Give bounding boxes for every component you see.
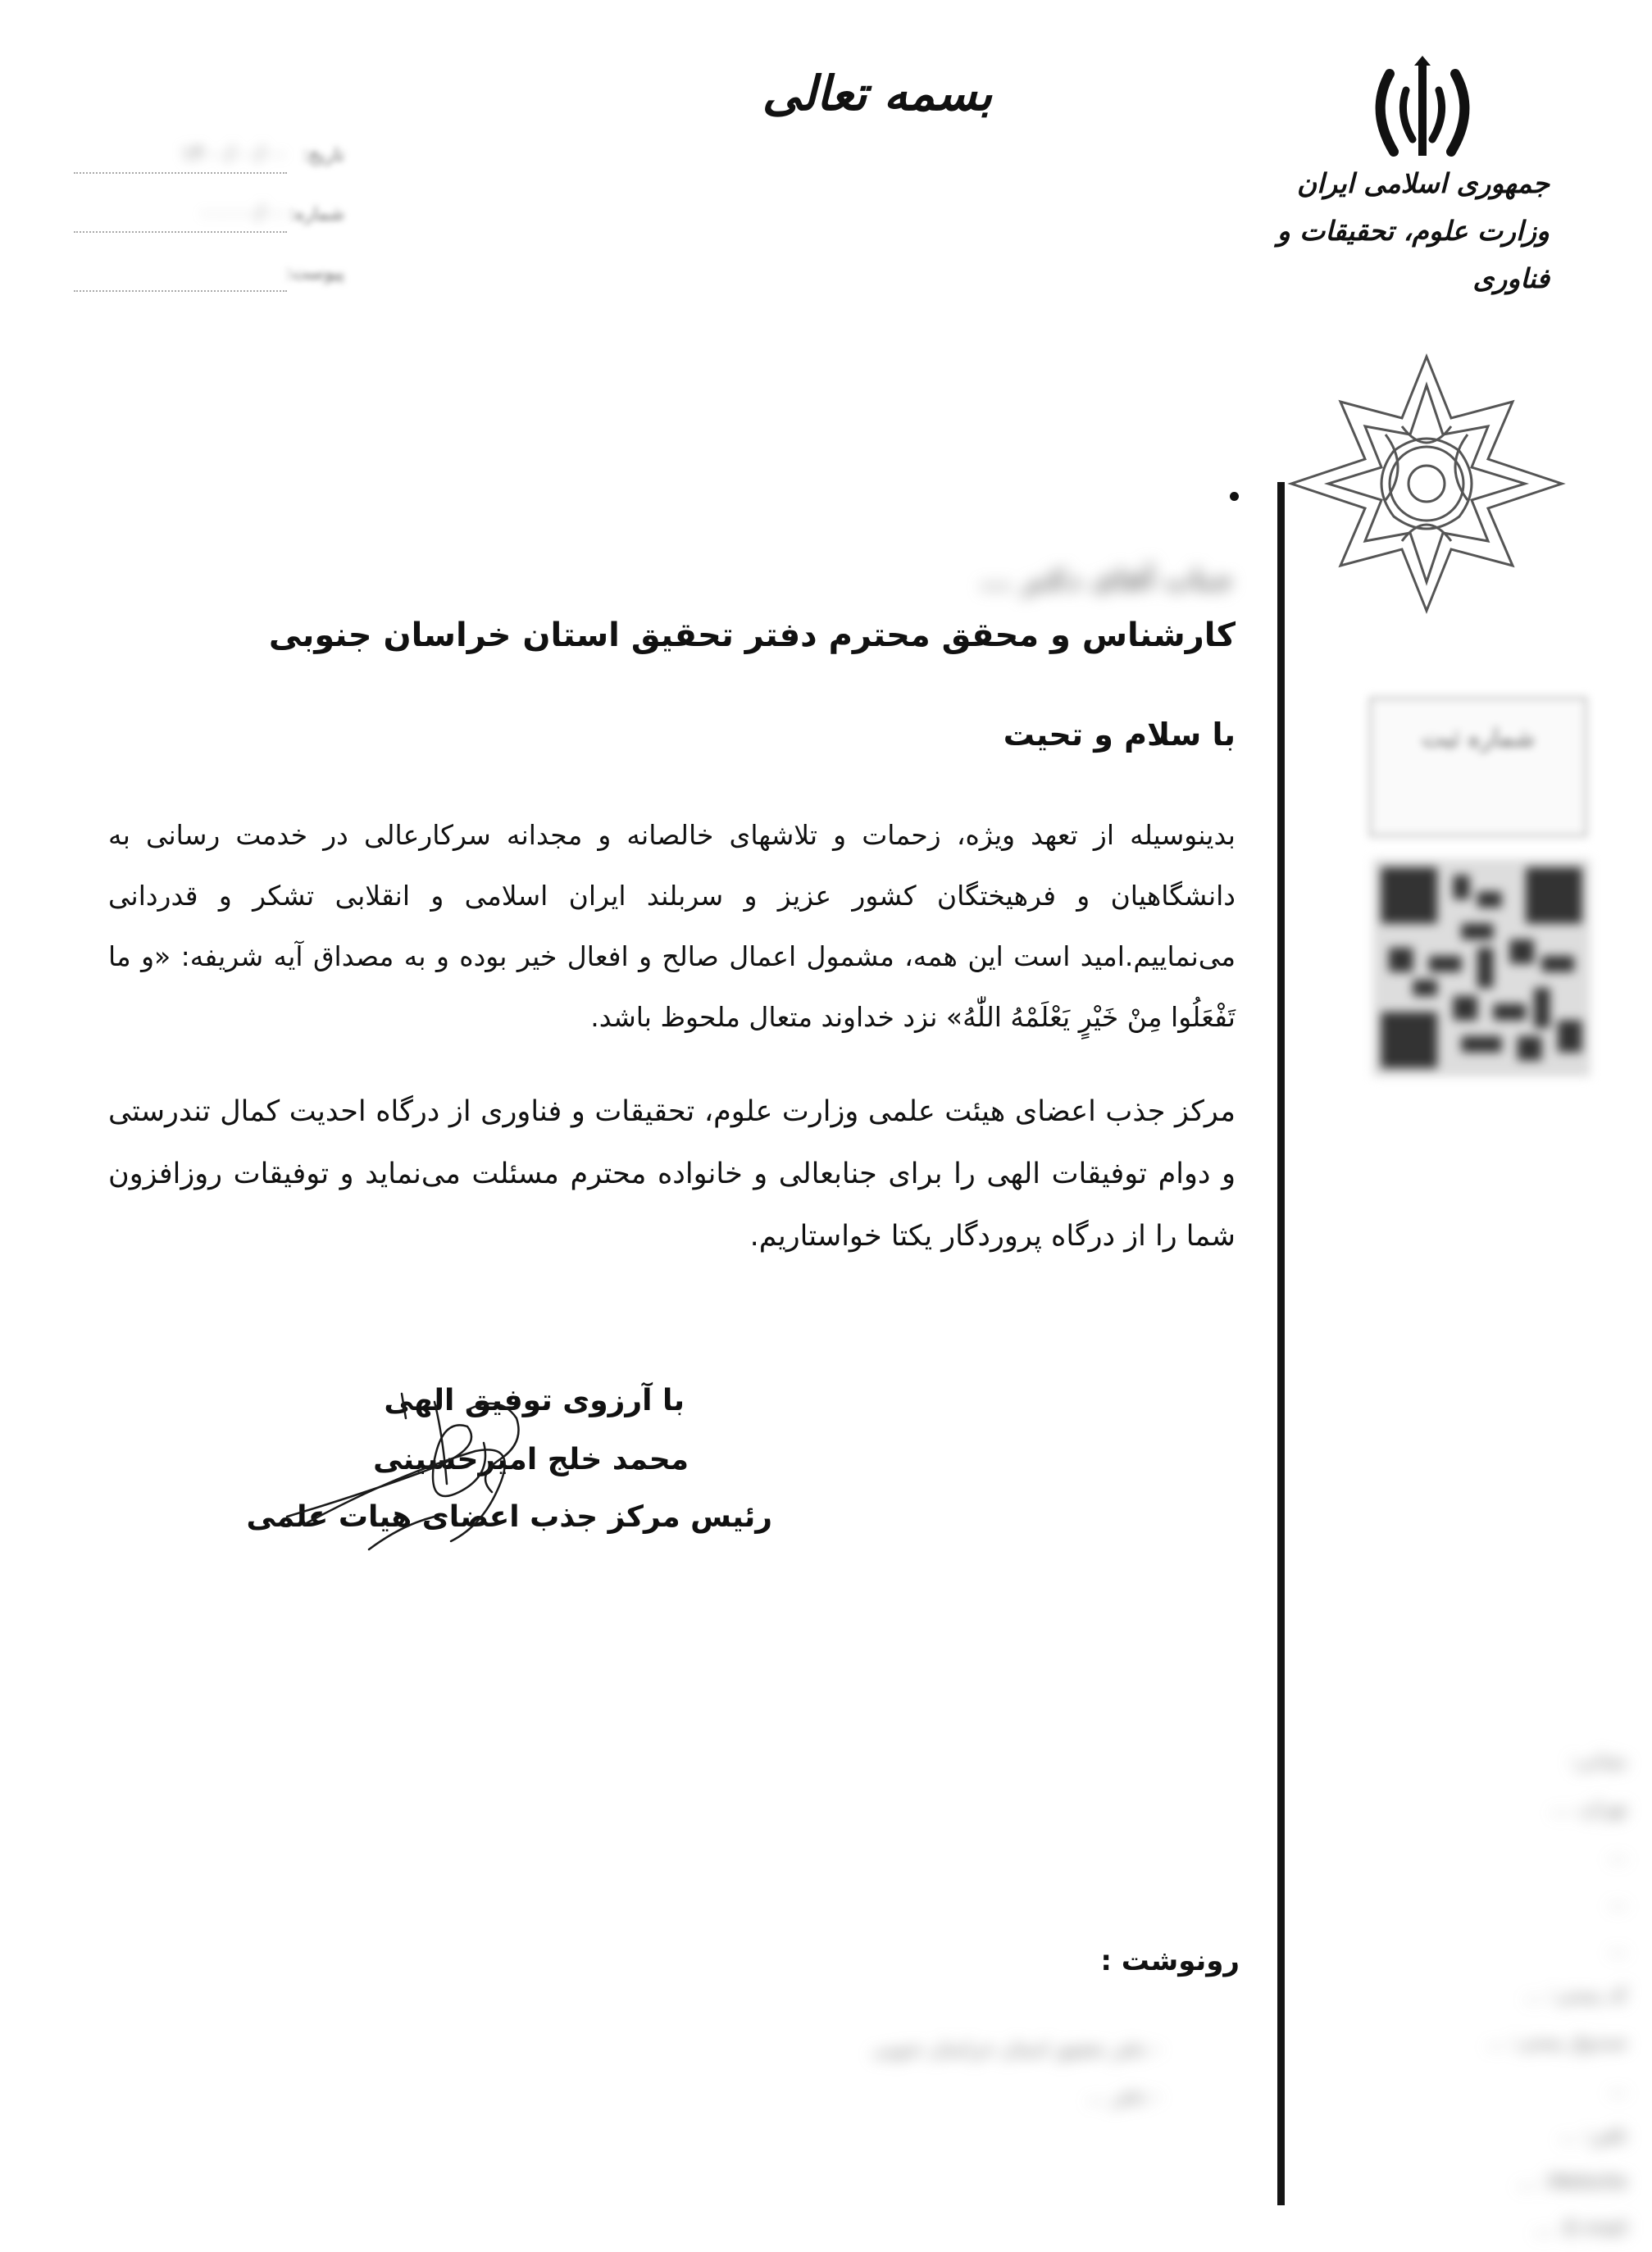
contact-line: Website: ... <box>1517 2170 1627 2193</box>
meta-number-value: ۰۰۰۰۰/۰۰ <box>199 201 287 225</box>
body-paragraph-2: مرکز جذب اعضای هیئت علمی وزارت علوم، تحقیقات و فناوری از درگاه احدیت کمال تندرستی و دوام توفیقات الهی را برای جنابعالی و خانواده محترم مسئلت می‌نماید و توفیقات روزافزون شما را از درگاه پروردگار یکتا خواستاریم. <box>108 1095 1236 1253</box>
contact-line: ... <box>1609 1843 1627 1866</box>
ministry-name: وزارت علوم، تحقیقات و فناوری <box>1277 215 1550 294</box>
meta-date-line <box>74 172 287 174</box>
bismillah-heading: بسمه تعالی <box>762 66 993 121</box>
contact-line: نشانی: <box>1569 1749 1627 1772</box>
registry-box-text: شماره ثبت <box>1421 724 1536 753</box>
letter-meta <box>25 135 353 312</box>
contact-line: ... <box>1609 1890 1627 1913</box>
ornament-icon <box>1287 353 1566 615</box>
contact-line: تلفن: ... <box>1559 2123 1627 2146</box>
cc-label: رونوشت : <box>1100 1945 1240 1977</box>
ministry-title <box>1263 160 1550 303</box>
cc-item: - دفتر ... <box>1086 2085 1160 2108</box>
recipient-name: جناب آقای دکتر ... <box>980 564 1234 597</box>
meta-number-label: شماره: <box>289 204 344 225</box>
contact-line: کد پستی: ... <box>1524 1983 1627 2006</box>
cc-list <box>816 2025 1160 2120</box>
contact-line: تهران، ... <box>1550 1796 1627 1819</box>
body-paragraph-1: بدینوسیله از تعهد ویژه، زحمات و تلاشهای خالصانه و مجدانه سرکارعالی در خدمت رسانی به دانشگاهیان و فرهیختگان کشور عزیز و سربلند ایران اسلامی و انقلابی تشکر و قدردانی می‌نماییم.امید است این همه، مشمول اعمال صالح و افعال خیر بوده و به مصداق آیه شریفه: «و ما تَفْعَلُوا مِنْ خَیْرٍ یَعْلَمْهُ اللّٰهُ» نزد خداوند متعال ملحوظ باشد. <box>108 819 1236 1033</box>
meta-attachment <box>25 253 353 312</box>
signer-title: رئیس مرکز جذب اعضای هیات علمی <box>246 1500 772 1534</box>
greeting: با سلام و تحیت <box>1003 717 1236 753</box>
contact-line: ... <box>1609 2077 1627 2100</box>
meta-attachment-line <box>74 290 287 292</box>
recipient-title: کارشناس و محقق محترم دفتر تحقیق استان خراسان جنوبی <box>268 616 1236 654</box>
contact-line: E-mail: ... <box>1534 2217 1627 2240</box>
meta-attachment-label: پیوست: <box>285 263 344 284</box>
meta-date-value: ۱۴۰۰/۰۰/۰۰ <box>180 142 287 166</box>
qr-code-icon <box>1371 859 1592 1076</box>
closing-wish: با آرزوی توفیق الهی <box>384 1384 685 1417</box>
contact-line: ... <box>1609 1936 1627 1959</box>
iran-emblem-icon <box>1365 49 1480 172</box>
contact-line: صندوق پستی: ... <box>1486 2030 1627 2053</box>
signature-icon <box>271 1385 639 1648</box>
meta-number <box>25 194 353 253</box>
meta-number-line <box>74 231 287 233</box>
contact-block <box>1242 1738 1627 2252</box>
country-name: جمهوری اسلامی ایران <box>1296 167 1550 199</box>
registry-box <box>1369 697 1587 837</box>
bullet-dot <box>1230 492 1239 501</box>
meta-date-label: تاریخ: <box>302 145 344 166</box>
meta-date <box>25 135 353 194</box>
signer-name: محمد خلج امیرحسینی <box>373 1443 689 1476</box>
cc-item: - دفتر تحقیق استان خراسان جنوبی <box>872 2037 1160 2060</box>
